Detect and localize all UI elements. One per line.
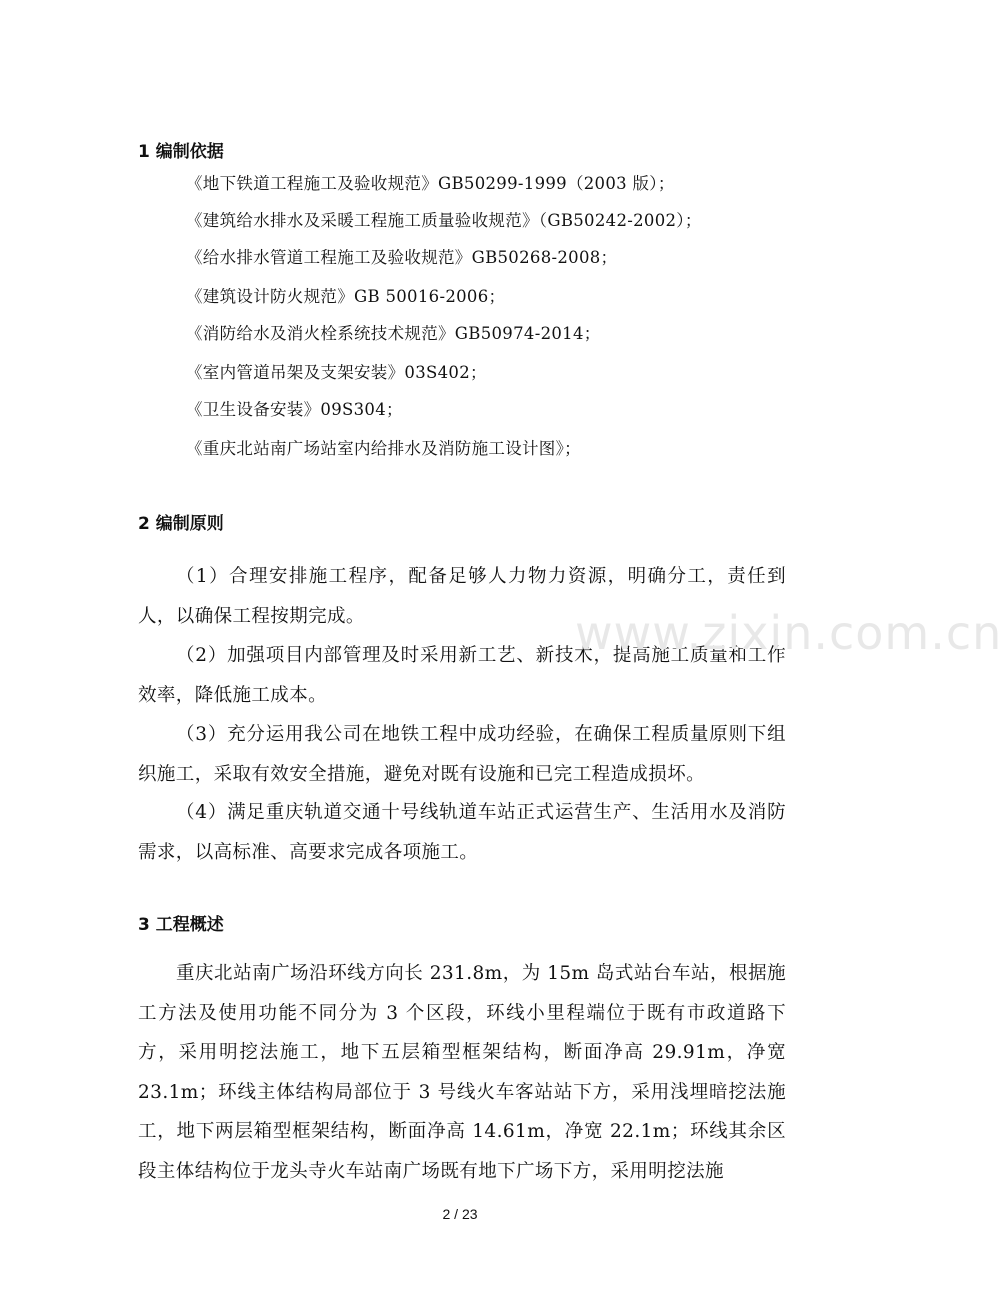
reference-item: 《建筑设计防火规范》GB 50016-2006； xyxy=(186,287,506,306)
principle-paragraph: （3）充分运用我公司在地铁工程中成功经验，在确保工程质量原则下组织施工，采取有效安全措施，避免对既有设施和已完工程造成损坏。 xyxy=(138,724,786,785)
watermark: www.zixin.com.cn xyxy=(575,606,1002,660)
reference-item: 《卫生设备安装》09S304； xyxy=(186,400,403,419)
reference-item: 《给水排水管道工程施工及验收规范》GB50268-2008； xyxy=(186,248,618,267)
section-1-heading: 1 编制依据 xyxy=(138,142,224,162)
reference-item: 《建筑给水排水及采暖工程施工质量验收规范》（GB50242-2002）； xyxy=(186,211,702,230)
section-3-heading: 3 工程概述 xyxy=(138,915,224,935)
reference-item: 《地下铁道工程施工及验收规范》GB50299-1999（2003 版）； xyxy=(186,174,675,193)
reference-item: 《室内管道吊架及支架安装》03S402； xyxy=(186,363,487,382)
overview-paragraph: 重庆北站南广场沿环线方向长 231.8m，为 15m 岛式站台车站，根据施工方法及使用功能不同分为 3 个区段，环线小里程端位于既有市政道路下方，采用明挖法施工，地下五层箱型框架结构，断面净高 29.91m，净宽 23.1m；环线主体结构局部位于 3 号线火车客站站下方，采用浅埋暗挖法施工，地下两层箱型框架结构，断面净高 14.61m，净宽 22.1m；环线其余区段主体结构位于龙头寺火车站南广场既有地下广场下方，采用明挖法施 xyxy=(138,963,786,1182)
principle-paragraph: （4）满足重庆轨道交通十号线轨道车站正式运营生产、生活用水及消防需求，以高标准、高要求完成各项施工。 xyxy=(138,802,786,863)
principle-paragraph: （1）合理安排施工程序，配备足够人力物力资源，明确分工，责任到人，以确保工程按期完成。 xyxy=(138,566,786,627)
page-number: 2 / 23 xyxy=(442,1206,478,1222)
principle-paragraph: （2）加强项目内部管理及时采用新工艺、新技术，提高施工质量和工作效率，降低施工成本。 xyxy=(138,645,786,706)
reference-item: 《消防给水及消火栓系统技术规范》GB50974-2014； xyxy=(186,324,601,343)
reference-item: 《重庆北站南广场站室内给排水及消防施工设计图》； xyxy=(186,439,581,458)
section-2-heading: 2 编制原则 xyxy=(138,514,224,534)
